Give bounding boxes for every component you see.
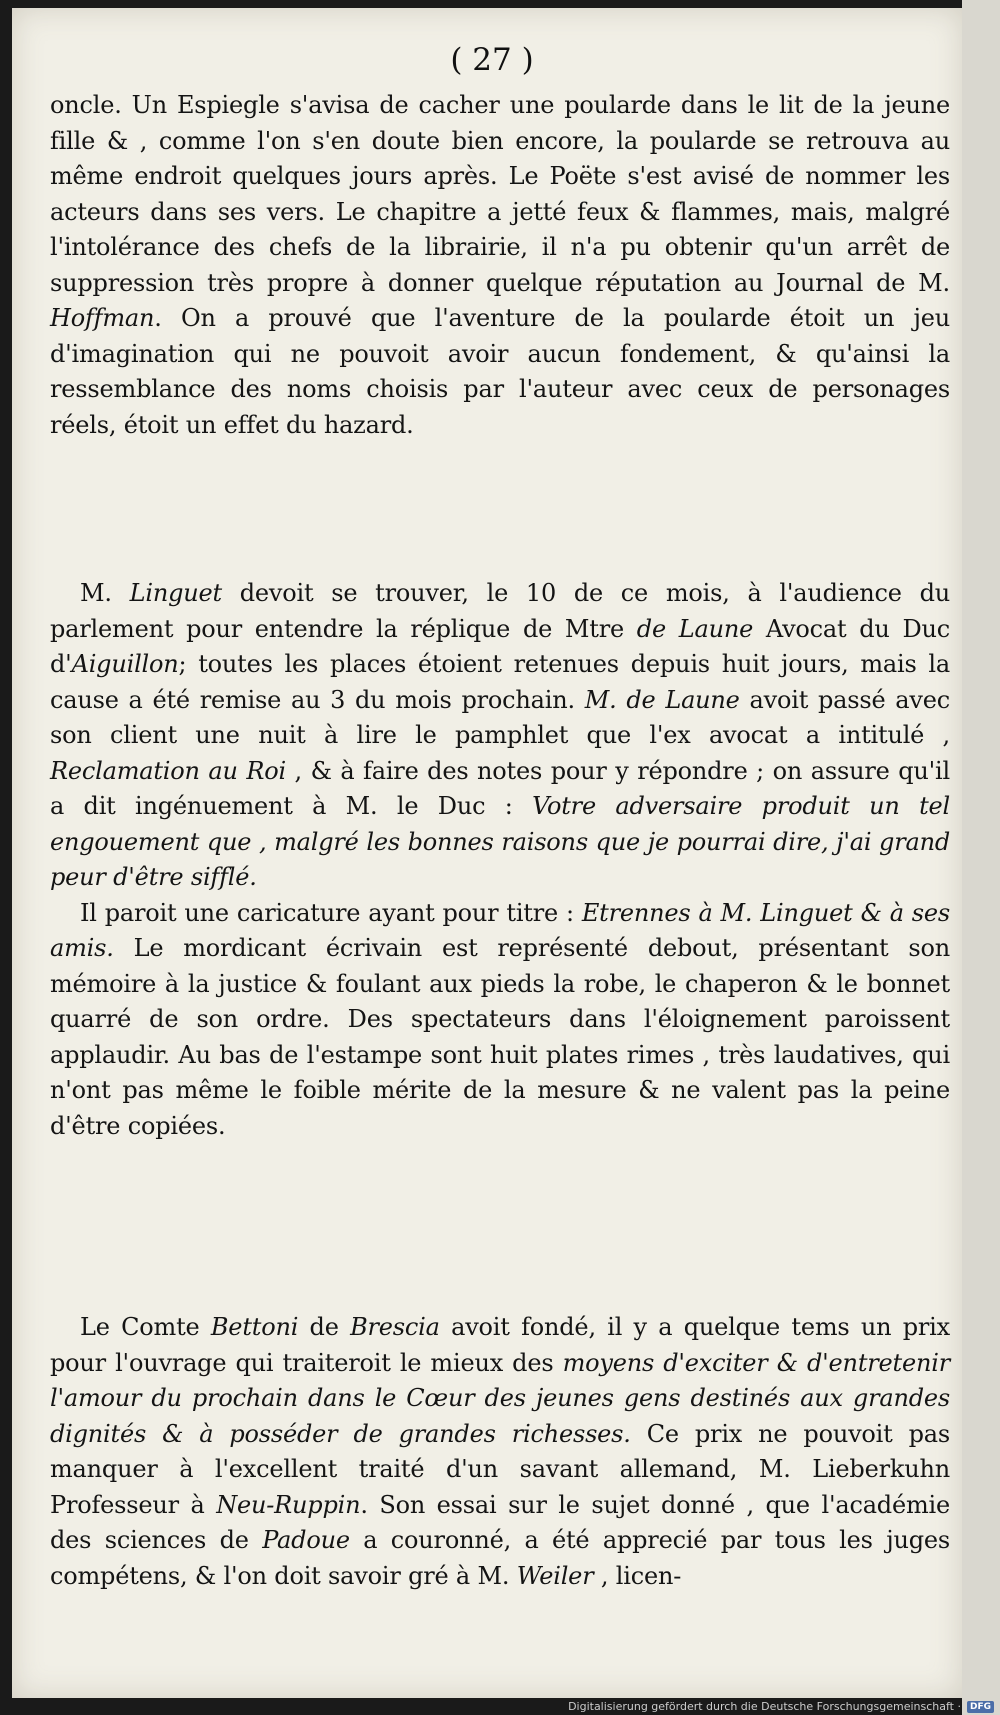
- person-name: Hoffman: [50, 304, 155, 332]
- text-segment: , & à faire des notes pour y répondre ; on assure qu'il a dit ingénuement à M. le Duc :: [50, 756, 950, 820]
- digitization-footer: [568, 1700, 994, 1713]
- paragraph-3: [50, 1310, 950, 1594]
- text-segment: Avocat du Duc d': [50, 614, 951, 678]
- text-segment: ; toutes les places étoient retenues depuis huit jours, mais la cause a été remise au 3 du mois prochain.: [50, 650, 950, 714]
- text-segment: de: [298, 1313, 351, 1341]
- text-segment: devoit se trouver, le 10 de ce mois, à l'audience du parlement pour entendre la réplique de Mtre: [50, 579, 951, 643]
- person-name: de Laune: [636, 614, 754, 643]
- text-segment: avoit fondé, il y a quelque tems un prix pour l'ouvrage qui traiteroit le mieux des: [50, 1313, 950, 1377]
- person-name: Bettoni: [210, 1313, 299, 1341]
- person-name: M. de Laune: [584, 685, 740, 714]
- text-segment: , licen-: [593, 1561, 682, 1590]
- place-name: Brescia: [350, 1313, 440, 1341]
- text-segment: a couronné, a été apprecié par tous les juges compétens, & l'on doit savoir gré à M.: [50, 1526, 950, 1590]
- text-segment: Le Comte: [80, 1313, 211, 1341]
- text-segment: Ce prix ne pouvoit pas manquer à l'excellent traité d'un savant allemand, M. Lieberkuhn Professeur à: [50, 1419, 950, 1519]
- person-name: Linguet: [129, 579, 222, 607]
- caricature-title: Etrennes à M. Linguet & à ses amis.: [50, 898, 951, 962]
- person-name: Aiguillon: [71, 650, 179, 678]
- pamphlet-title: Reclamation au Roi: [50, 756, 286, 785]
- text-segment: . On a prouvé que l'aventure de la poularde étoit un jeu d'imagination qui ne pouvoit avoir aucun fondement, & qu'ainsi la ressemblance des noms choisis par l'auteur avec ceux de personages réels, étoit un effet du hazard.: [50, 304, 950, 439]
- place-name: Padoue: [262, 1526, 350, 1554]
- text-segment: M.: [80, 579, 130, 607]
- person-name: Weiler: [516, 1561, 594, 1590]
- paragraph-1: [50, 88, 950, 443]
- prize-topic: moyens d'exciter & d'entretenir l'amour du prochain dans le Cœur des jeunes gens destinés aux grandes dignités & à posséder de grandes richesses.: [50, 1348, 950, 1448]
- dfg-logo-icon: DFG: [967, 1701, 994, 1713]
- text-segment: avoit passé avec son client une nuit à lire le pamphlet que l'ex avocat a intitulé ,: [50, 685, 950, 749]
- text-segment: Il paroit une caricature ayant pour titre :: [80, 898, 582, 927]
- footer-text: Digitalisierung gefördert durch die Deutsche Forschungsgemeinschaft ·: [568, 1700, 961, 1713]
- quotation: Votre adversaire produit un tel engouement que , malgré les bonnes raisons que je pourrai dire, j'ai grand peur d'être sifflé.: [50, 792, 950, 891]
- place-name: Neu-Ruppin: [216, 1490, 361, 1519]
- page-number: ( 27 ): [450, 42, 534, 78]
- text-segment: oncle. Un Espiegle s'avisa de cacher une poularde dans le lit de la jeune fille & , comme l'on s'en doute bien encore, la poularde se retrouva au même endroit quelques jours après. Le Poëte s'est avisé de nommer les acteurs dans ses vers. Le chapitre a jetté feux & flammes, mais, malgré l'intolérance des chefs de la librairie, il n'a pu obtenir qu'un arrêt de suppression très propre à donner quelque réputation au Journal de M.: [50, 91, 950, 297]
- paragraph-2: [50, 576, 950, 1144]
- scan-margin: [962, 0, 1000, 1715]
- text-segment: Le mordicant écrivain est représenté debout, présentant son mémoire à la justice & foulant aux pieds la robe, le chaperon & le bonnet quarré de son ordre. Des spectateurs dans l'éloignement paroissent applaudir. Au bas de l'estampe sont huit plates rimes , très laudatives, qui n'ont pas même le foible mérite de la mesure & ne valent pas la peine d'être copiées.: [50, 934, 950, 1140]
- text-segment: . Son essai sur le sujet donné , que l'académie des sciences de: [50, 1490, 950, 1554]
- document-page: [12, 8, 962, 1698]
